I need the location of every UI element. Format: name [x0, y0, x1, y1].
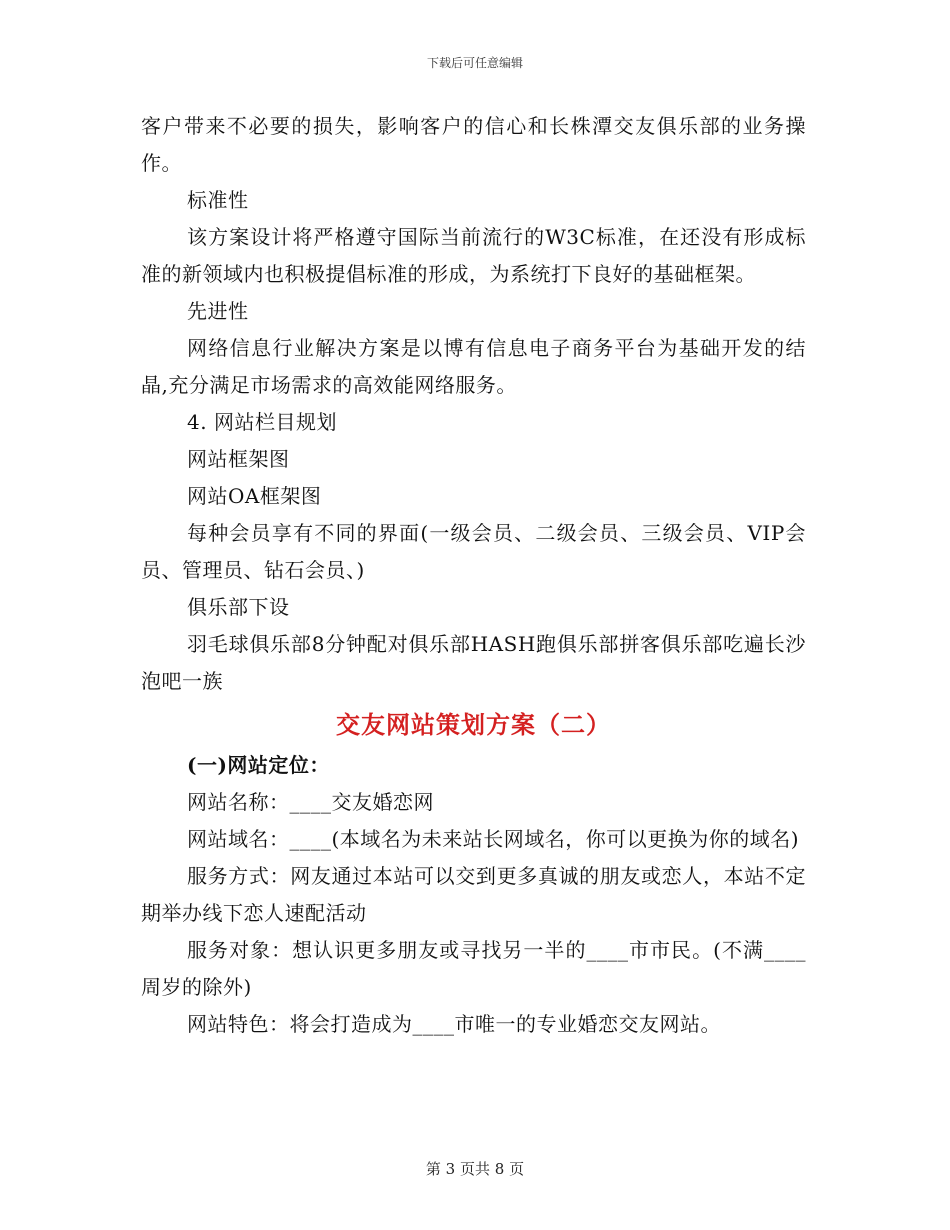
item-site-frame: 网站框架图	[187, 447, 290, 471]
paragraph-advanced: 网络信息行业解决方案是以博有信息电子商务平台为基础开发的结晶,充分满足市场需求的高效能网络服务。	[141, 336, 806, 397]
heading-site-columns: 4. 网站栏目规划	[187, 410, 337, 434]
paragraph-clubs: 羽毛球俱乐部8分钟配对俱乐部HASH跑俱乐部拼客俱乐部吃遍长沙泡吧一族	[141, 632, 806, 693]
item-service-mode: 服务方式：网友通过本站可以交到更多真诚的朋友或恋人，本站不定期举办线下恋人速配活动	[141, 864, 806, 925]
item-site-feature: 网站特色：将会打造成为____市唯一的专业婚恋交友网站。	[187, 1012, 721, 1036]
heading-standard: 标准性	[187, 188, 249, 212]
page-footer: 第 3 页共 8 页	[425, 1160, 525, 1178]
item-site-name: 网站名称：____交友婚恋网	[187, 790, 434, 814]
section-title: 交友网站策划方案（二）	[336, 710, 611, 739]
subheading-positioning: (一)网站定位：	[187, 753, 330, 777]
paragraph-continued: 客户带来不必要的损失，影响客户的信心和长株潭交友俱乐部的业务操作。	[141, 114, 806, 175]
paragraph-standard: 该方案设计将严格遵守国际当前流行的W3C标准，在还没有形成标准的新领域内也积极提倡标准的形成，为系统打下良好的基础框架。	[141, 225, 806, 286]
paragraph-member-levels: 每种会员享有不同的界面(一级会员、二级会员、三级会员、VIP会员、管理员、钻石会员、)	[141, 521, 806, 582]
document-body	[141, 108, 806, 1043]
heading-clubs: 俱乐部下设	[187, 595, 290, 619]
page-header: 下载后可任意编辑	[426, 56, 523, 70]
item-site-domain: 网站域名：____(本域名为未来站长网域名，你可以更换为你的域名)	[187, 827, 800, 851]
item-oa-frame: 网站OA框架图	[187, 484, 322, 508]
item-service-target: 服务对象：想认识更多朋友或寻找另一半的____市市民。(不满____周岁的除外)	[141, 938, 806, 999]
heading-advanced: 先进性	[187, 299, 249, 323]
